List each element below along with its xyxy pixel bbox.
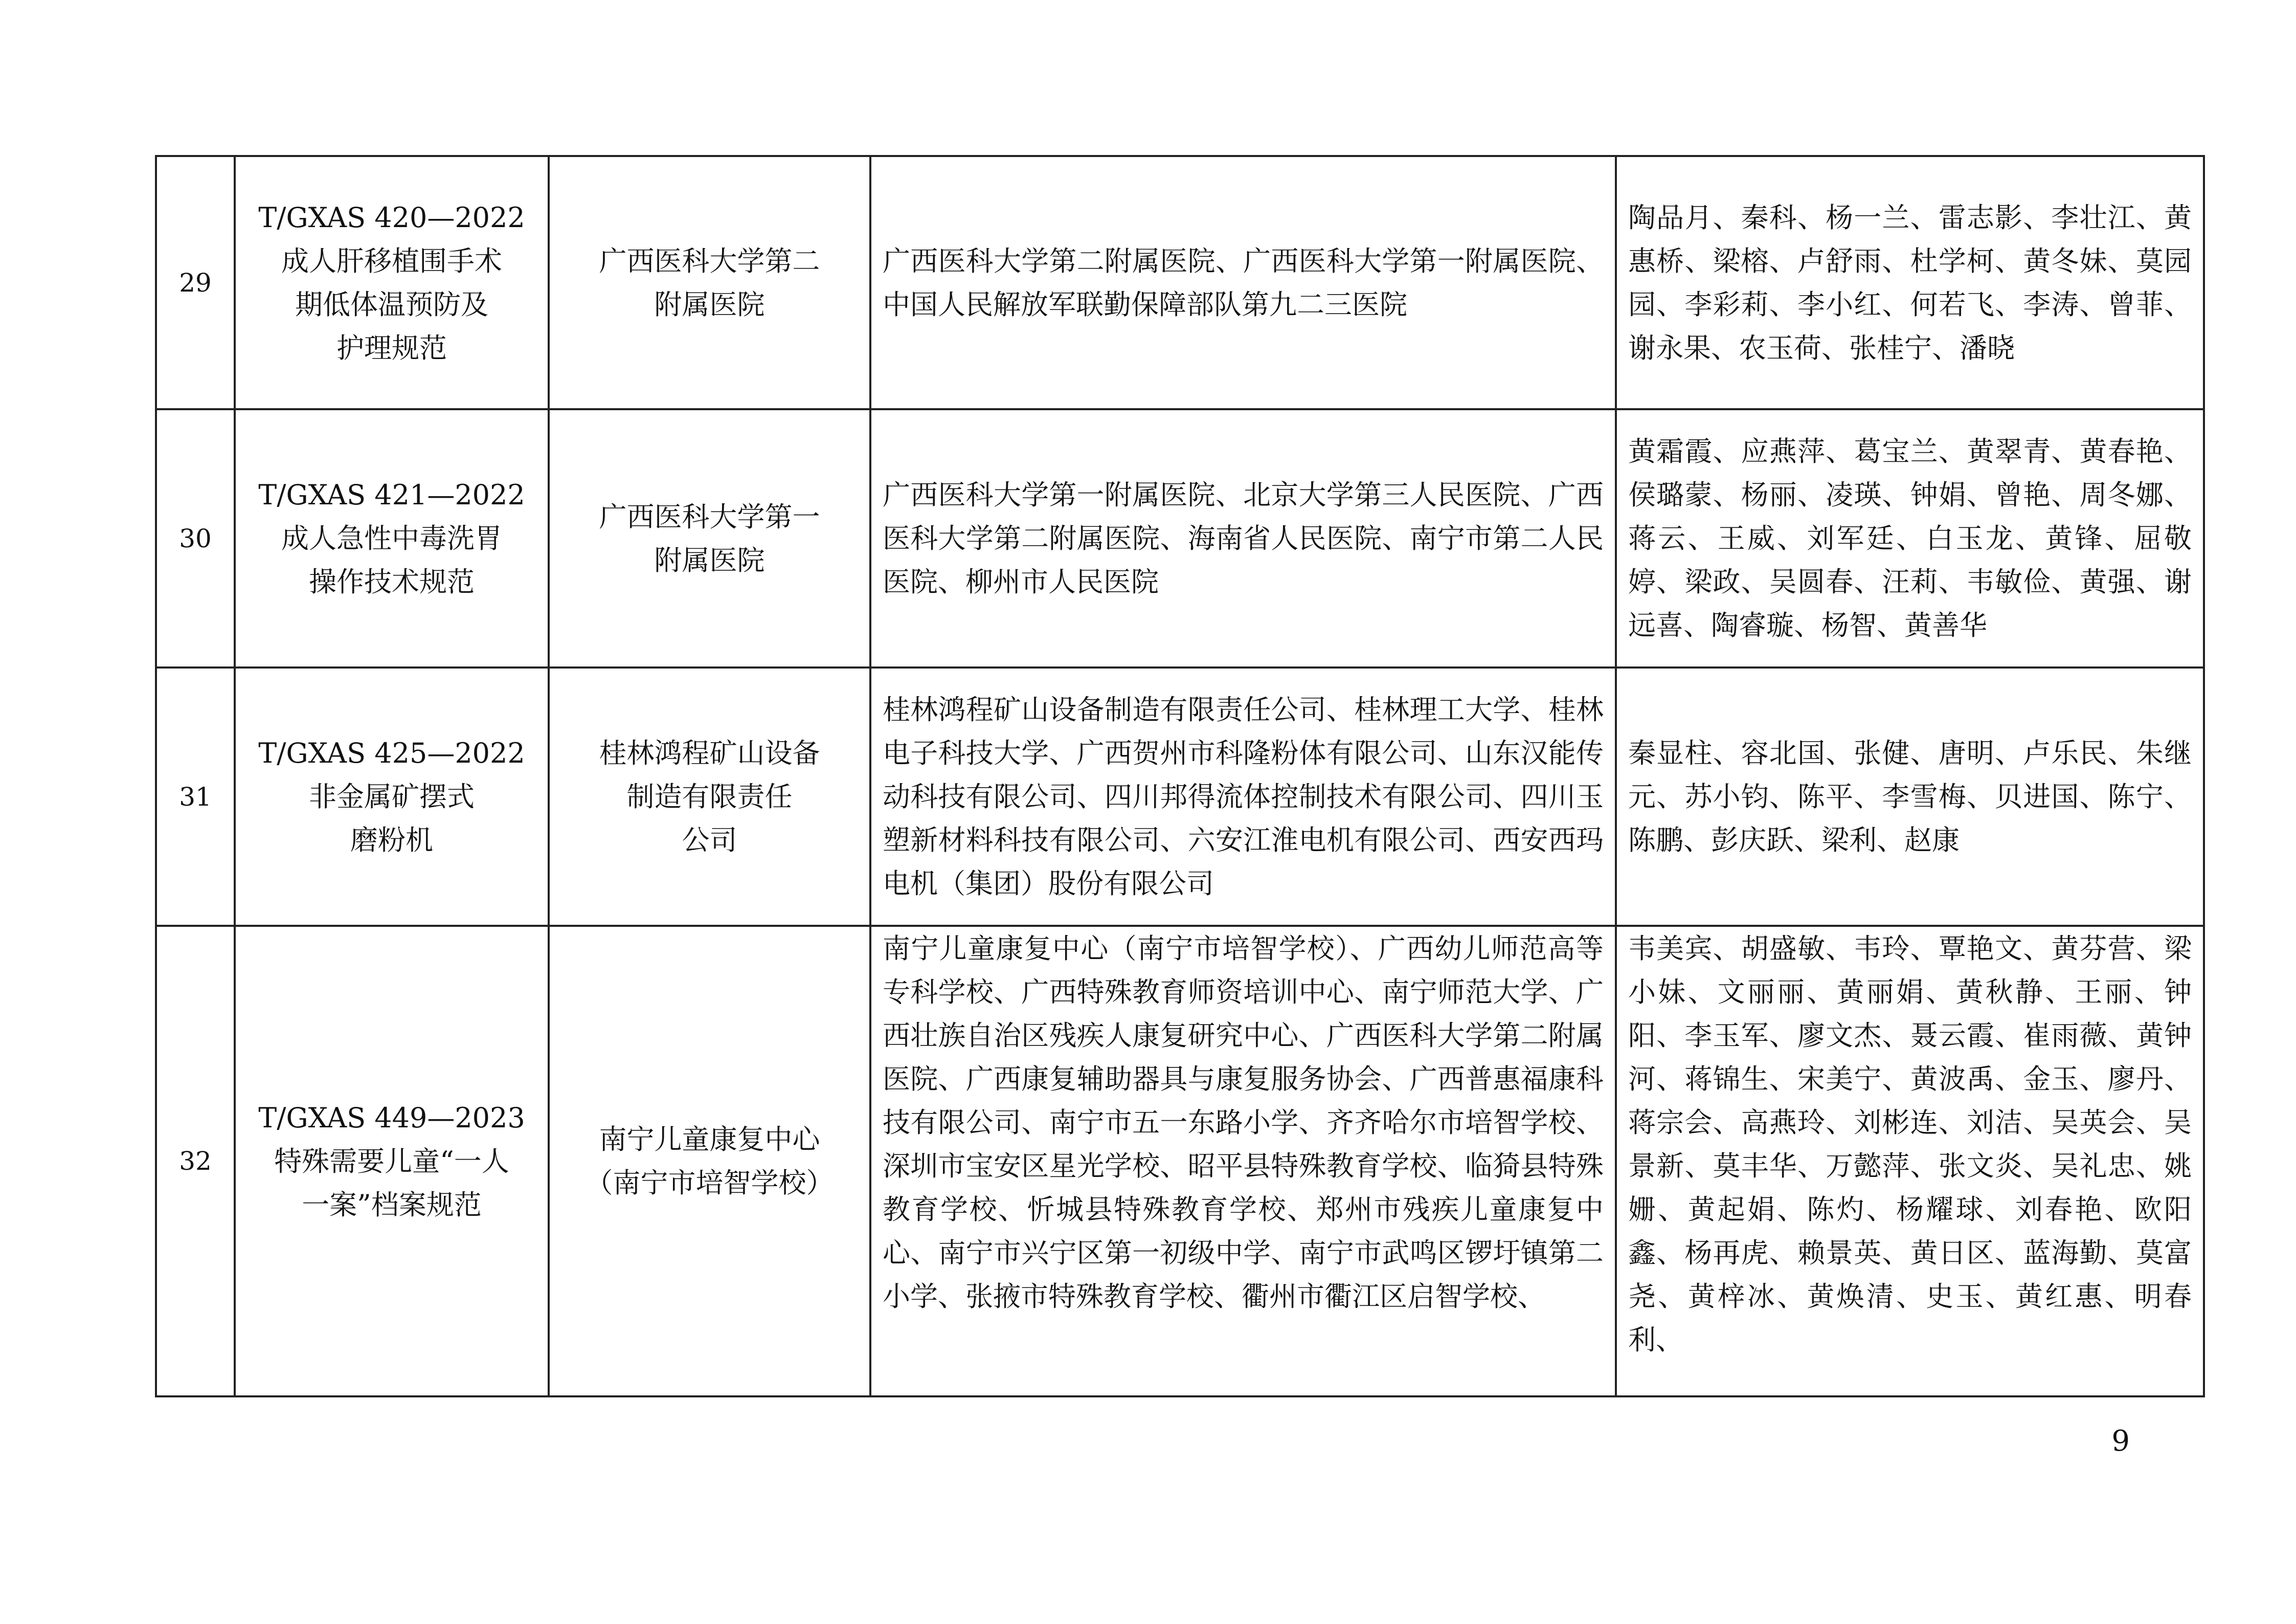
participating-units-cell: 广西医科大学第二附属医院、广西医科大学第一附属医院、中国人民解放军联勤保障部队第九二三医院	[870, 156, 1616, 409]
standards-table	[155, 155, 2205, 1397]
drafters-cell: 黄霜霞、应燕萍、葛宝兰、黄翠青、黄春艳、侯璐蒙、杨丽、凌瑛、钟娟、曾艳、周冬娜、蒋云、王威、刘军廷、白玉龙、黄锋、屈敬婷、梁政、吴圆春、汪莉、韦敏俭、黄强、谢远喜、陶睿璇、杨智、黄善华	[1616, 409, 2204, 668]
participating-units-cell: 南宁儿童康复中心（南宁市培智学校）、广西幼儿师范高等专科学校、广西特殊教育师资培训中心、南宁师范大学、广西壮族自治区残疾人康复研究中心、广西医科大学第二附属医院、广西康复辅助器具与康复服务协会、广西普惠福康科技有限公司、南宁市五一东路小学、齐齐哈尔市培智学校、深圳市宝安区星光学校、昭平县特殊教育学校、临猗县特殊教育学校、忻城县特殊教育学校、郑州市残疾儿童康复中心、南宁市兴宁区第一初级中学、南宁市武鸣区锣圩镇第二小学、张掖市特殊教育学校、衢州市衢江区启智学校、	[870, 926, 1616, 1396]
standard-cell	[235, 409, 549, 668]
standard-title-line: 一案”档案规范	[302, 1188, 482, 1221]
lead-unit-line: 广西医科大学第二	[599, 244, 820, 277]
standard-cell	[235, 926, 549, 1396]
drafters-cell: 陶品月、秦科、杨一兰、雷志影、李壮江、黄惠桥、梁榕、卢舒雨、杜学柯、黄冬妹、莫园园、李彩莉、李小红、何若飞、李涛、曾菲、谢永果、农玉荷、张桂宁、潘晓	[1616, 156, 2204, 409]
standard-title-line: 磨粉机	[350, 824, 433, 856]
standard-code: T/GXAS 420—2022	[258, 201, 525, 234]
lead-unit-line: 南宁儿童康复中心	[599, 1123, 820, 1155]
participating-units-cell: 桂林鸿程矿山设备制造有限责任公司、桂林理工大学、桂林电子科技大学、广西贺州市科隆粉体有限公司、山东汉能传动科技有限公司、四川邦得流体控制技术有限公司、四川玉塑新材料科技有限公司、六安江淮电机有限公司、西安西玛电机（集团）股份有限公司	[870, 668, 1616, 926]
table-row	[156, 156, 2204, 409]
drafters-cell: 秦显柱、容北国、张健、唐明、卢乐民、朱继元、苏小钧、陈平、李雪梅、贝进国、陈宁、陈鹏、彭庆跃、梁利、赵康	[1616, 668, 2204, 926]
standard-cell	[235, 156, 549, 409]
lead-unit-line: 公司	[682, 824, 737, 856]
row-number: 30	[156, 409, 235, 668]
standard-title-line: 期低体温预防及	[295, 288, 488, 321]
table-row	[156, 926, 2204, 1396]
standard-title-line: 特殊需要儿童“一人	[274, 1145, 509, 1177]
page-number: 9	[2111, 1425, 2130, 1458]
table-row	[156, 668, 2204, 926]
lead-unit-line: 桂林鸿程矿山设备	[599, 737, 820, 769]
lead-unit-line: 广西医科大学第一	[599, 500, 820, 533]
lead-unit-line: 制造有限责任	[626, 781, 793, 813]
standard-cell	[235, 668, 549, 926]
standard-title-line: 非金属矿摆式	[309, 781, 475, 813]
lead-unit-cell	[549, 156, 870, 409]
lead-unit-cell	[549, 409, 870, 668]
lead-unit-cell	[549, 668, 870, 926]
standard-code: T/GXAS 449—2023	[258, 1101, 525, 1134]
lead-unit-line: 附属医院	[654, 544, 765, 576]
table-row	[156, 409, 2204, 668]
lead-unit-cell	[549, 926, 870, 1396]
standard-code: T/GXAS 425—2022	[258, 737, 525, 769]
standard-title-line: 护理规范	[336, 331, 447, 364]
standard-title-line: 成人肝移植围手术	[281, 244, 502, 277]
lead-unit-line: （南宁市培智学校）	[585, 1167, 834, 1199]
row-number: 29	[156, 156, 235, 409]
drafters-cell: 韦美宾、胡盛敏、韦玲、覃艳文、黄芬营、梁小妹、文丽丽、黄丽娟、黄秋静、王丽、钟阳、李玉军、廖文杰、聂云霞、崔雨薇、黄钟河、蒋锦生、宋美宁、黄波禹、金玉、廖丹、蒋宗会、高燕玲、刘彬连、刘洁、吴英会、吴景新、莫丰华、万懿萍、张文炎、吴礼忠、姚姗、黄起娟、陈灼、杨耀球、刘春艳、欧阳鑫、杨再虎、赖景英、黄日区、蓝海勤、莫富尧、黄梓冰、黄焕清、史玉、黄红惠、明春利、	[1616, 926, 2204, 1396]
lead-unit-line: 附属医院	[654, 288, 765, 321]
standard-title-line: 操作技术规范	[309, 566, 475, 598]
row-number: 31	[156, 668, 235, 926]
row-number: 32	[156, 926, 235, 1396]
participating-units-cell: 广西医科大学第一附属医院、北京大学第三人民医院、广西医科大学第二附属医院、海南省人民医院、南宁市第二人民医院、柳州市人民医院	[870, 409, 1616, 668]
standard-title-line: 成人急性中毒洗胃	[281, 522, 502, 554]
standard-code: T/GXAS 421—2022	[258, 479, 525, 511]
